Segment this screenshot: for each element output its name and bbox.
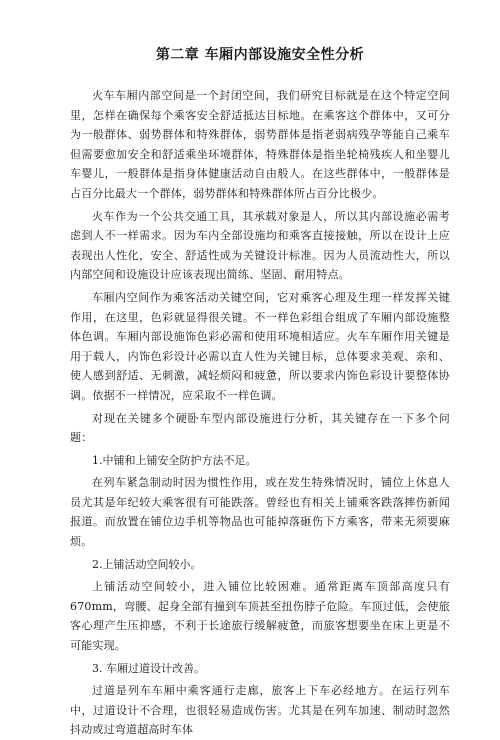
page-title: 第二章 车厢内部设施安全性分析 (155, 47, 365, 63)
paragraph: 火车作为一个公共交通工具，其承载对象是人，所以其内部设施必需考虑到人不一样需求。因为车内全部设施均和乘客直接接触，所以在设计上应表现出人性化，安全、舒适性成为关键设计标准。因为人员流动性大，所以内部空间和设施设计应该表现出简练、坚固、耐用特点。 (70, 209, 450, 282)
section-heading: 3. 车厢过道设计改善。 (92, 661, 205, 675)
paragraph: 上铺活动空间较小，进入铺位比较困难。通常距离车顶部高度只有670mm，弯腰、起身全部有撞到车顶甚至扭伤脖子危险。车顶过低，会使旅客心理产生压抑感，不利于长途旅行缓解疲惫，而旅客想要坐在床上更是不可能实现。 (70, 580, 450, 653)
section-heading: 1.中铺和上铺安全防护方法不足。 (92, 453, 257, 467)
paragraph: 对现在关键多个硬卧车型内部设施进行分析，其关键存在一下多个问题： (70, 411, 450, 445)
paragraph: 车厢内空间作为乘客活动关键空间，它对乘客心理及生理一样发挥关键作用，在这里，色彩就显得很关键。不一样色彩组合组成了车厢内部设施整体色调。车厢内部设施饰色彩必需和使用环境相适应。火车车厢作用关键是用于载人，内饰色彩设计必需以直人性为关键目标，总体要求美观、亲和、使人感到舒适、无刺激，减轻烦闷和疲惫，所以要求内饰色彩设计要整体协调。依据不一样情况，应采取不一样色调。 (70, 290, 450, 402)
paragraph: 过道是列车车厢中乘客通行走廊，旅客上下车必经地方。在运行列车中，过道设计不合理，也很轻易造成伤害。尤其是在列车加速、制动时忽然抖动或过弯道超高时车体 (70, 684, 450, 737)
paragraph: 在列车紧急制动时因为惯性作用，或在发生特殊情况时，铺位上休息人员尤其是年纪较大乘客很有可能跌落。曾经也有相关上铺乘客跌落摔伤新闻报道。而放置在铺位边手机等物品也可能掉落砸伤下方乘客，带来无须要麻烦。 (70, 476, 450, 549)
paragraph: 火车车厢内部空间是一个封闭空间，我们研究目标就是在这个特定空间里，怎样在确保每个乘客安全舒适抵达目标地。在乘客这个群体中，又可分为一般群体、弱势群体和特殊群体，弱势群体是指老弱病残孕等能自己乘车但需要愈加安全和舒适乘坐环境群体，特殊群体是指坐轮椅残疾人和坐婴儿车婴儿，一般群体是指身体健康活动自由般人。在这些群体中，一般群体是占百分比最大一个群体，弱势群体和特殊群体所占百分比极少。 (70, 89, 450, 200)
section-heading: 2.上铺活动空间较小。 (92, 557, 202, 571)
document-body (70, 86, 450, 740)
